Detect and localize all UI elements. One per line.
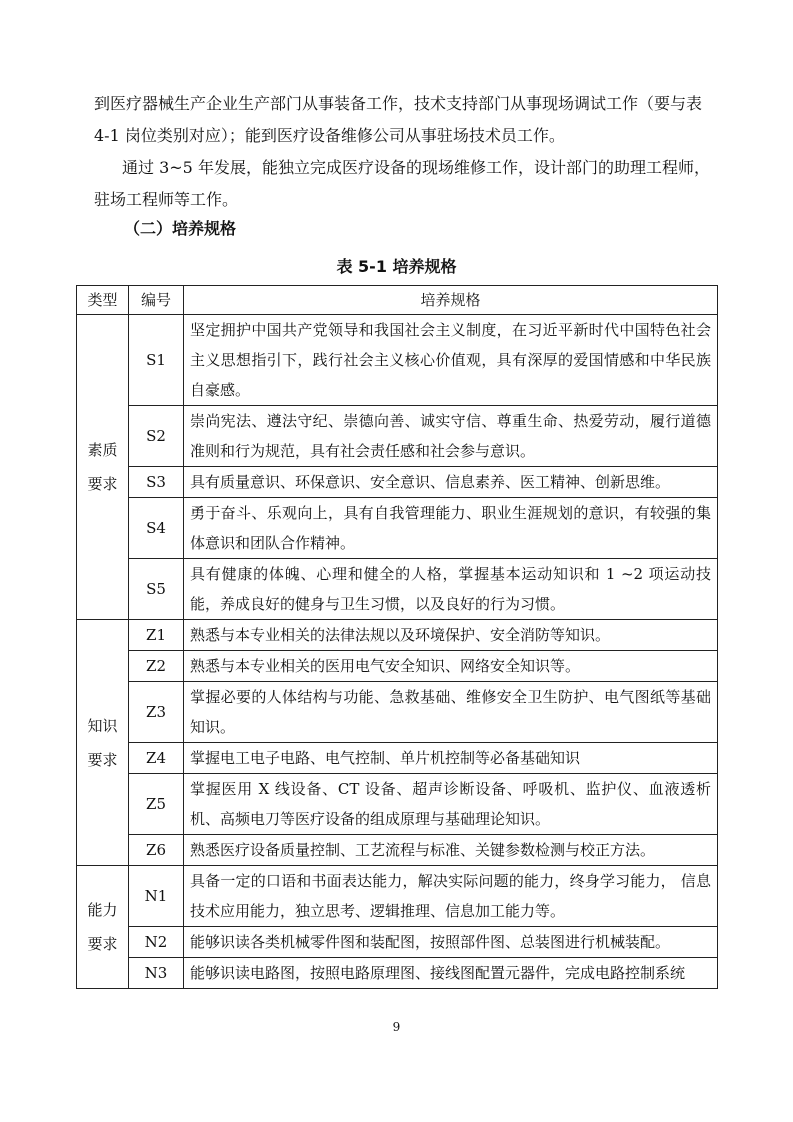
text-line: 4-1 岗位类别对应）；能到医疗设备维修公司从事驻场技术员工作。 bbox=[94, 126, 565, 145]
table-row bbox=[77, 467, 718, 498]
code-cell: Z3 bbox=[129, 682, 184, 743]
text-line: 通过 3~5 年发展，能独立完成医疗设备的现场维修工作，设计部门的助理工程师， bbox=[122, 158, 710, 177]
table-row bbox=[77, 620, 718, 651]
table-caption: 表 5-1 培养规格 bbox=[336, 257, 457, 276]
code-cell: S5 bbox=[129, 559, 184, 620]
training-spec-table bbox=[76, 285, 718, 989]
code-cell: S2 bbox=[129, 406, 184, 467]
table-row bbox=[77, 743, 718, 774]
category-label: 知识 bbox=[87, 716, 118, 735]
spec-cell: 勇于奋斗、乐观向上，具有自我管理能力、职业生涯规划的意识，有较强的集体意识和团队合作精神。 bbox=[184, 498, 718, 559]
table-header-row bbox=[77, 286, 718, 315]
text-line: 驻场工程师等工作。 bbox=[94, 190, 239, 209]
spec-cell: 掌握医用 X 线设备、CT 设备、超声诊断设备、呼吸机、监护仪、血液透析机、高频电刀等医疗设备的组成原理与基础理论知识。 bbox=[184, 774, 718, 835]
category-cell-knowledge bbox=[77, 620, 129, 866]
code-cell: Z2 bbox=[129, 651, 184, 682]
spec-cell: 具有健康的体魄、心理和健全的人格，掌握基本运动知识和 1 ~2 项运动技能，养成良好的健身与卫生习惯，以及良好的行为习惯。 bbox=[184, 559, 718, 620]
spec-cell: 坚定拥护中国共产党领导和我国社会主义制度，在习近平新时代中国特色社会主义思想指引下，践行社会主义核心价值观，具有深厚的爱国情感和中华民族自豪感。 bbox=[184, 315, 718, 406]
header-code: 编号 bbox=[129, 286, 184, 315]
page-number: 9 bbox=[392, 1020, 401, 1034]
table-row bbox=[77, 651, 718, 682]
category-cell-quality bbox=[77, 315, 129, 620]
table-row bbox=[77, 958, 718, 989]
intro-paragraph-1 bbox=[94, 88, 724, 152]
code-cell: S4 bbox=[129, 498, 184, 559]
header-type: 类型 bbox=[77, 286, 129, 315]
code-cell: S1 bbox=[129, 315, 184, 406]
spec-cell: 掌握必要的人体结构与功能、急救基础、维修安全卫生防护、电气图纸等基础知识。 bbox=[184, 682, 718, 743]
code-cell: S3 bbox=[129, 467, 184, 498]
category-label: 要求 bbox=[87, 935, 118, 953]
spec-cell: 崇尚宪法、遵法守纪、崇德向善、诚实守信、尊重生命、热爱劳动，履行道德准则和行为规范，具有社会责任感和社会参与意识。 bbox=[184, 406, 718, 467]
code-cell: Z1 bbox=[129, 620, 184, 651]
table-row bbox=[77, 866, 718, 927]
table-row bbox=[77, 682, 718, 743]
text-line: 到医疗器械生产企业生产部门从事装备工作，技术支持部门从事现场调试工作（要与表 bbox=[94, 94, 703, 113]
code-cell: N2 bbox=[129, 927, 184, 958]
spec-cell: 能够识读各类机械零件图和装配图，按照部件图、总装图进行机械装配。 bbox=[184, 927, 718, 958]
spec-cell: 熟悉与本专业相关的医用电气安全知识、网络安全知识等。 bbox=[184, 651, 718, 682]
spec-cell: 能够识读电路图，按照电路原理图、接线图配置元器件，完成电路控制系统 bbox=[184, 958, 718, 989]
header-spec: 培养规格 bbox=[184, 286, 718, 315]
category-cell-ability bbox=[77, 866, 129, 989]
spec-cell: 具有质量意识、环保意识、安全意识、信息素养、医工精神、创新思维。 bbox=[184, 467, 718, 498]
table-row bbox=[77, 927, 718, 958]
section-heading: （二）培养规格 bbox=[124, 219, 237, 238]
table-row bbox=[77, 498, 718, 559]
table-row bbox=[77, 406, 718, 467]
table-row bbox=[77, 774, 718, 835]
table-row bbox=[77, 315, 718, 406]
category-label: 能力 bbox=[87, 901, 118, 919]
table-row bbox=[77, 835, 718, 866]
spec-cell: 具备一定的口语和书面表达能力，解决实际问题的能力，终身学习能力， 信息技术应用能力，独立思考、逻辑推理、信息加工能力等。 bbox=[184, 866, 718, 927]
code-cell: Z4 bbox=[129, 743, 184, 774]
category-label: 要求 bbox=[87, 475, 118, 493]
code-cell: Z5 bbox=[129, 774, 184, 835]
code-cell: Z6 bbox=[129, 835, 184, 866]
code-cell: N3 bbox=[129, 958, 184, 989]
spec-cell: 掌握电工电子电路、电气控制、单片机控制等必备基础知识 bbox=[184, 743, 718, 774]
spec-cell: 熟悉与本专业相关的法律法规以及环境保护、安全消防等知识。 bbox=[184, 620, 718, 651]
intro-paragraph-2 bbox=[94, 152, 724, 216]
code-cell: N1 bbox=[129, 866, 184, 927]
table-row bbox=[77, 559, 718, 620]
category-label: 素质 bbox=[87, 441, 118, 459]
spec-cell: 熟悉医疗设备质量控制、工艺流程与标准、关键参数检测与校正方法。 bbox=[184, 835, 718, 866]
category-label: 要求 bbox=[87, 750, 118, 769]
